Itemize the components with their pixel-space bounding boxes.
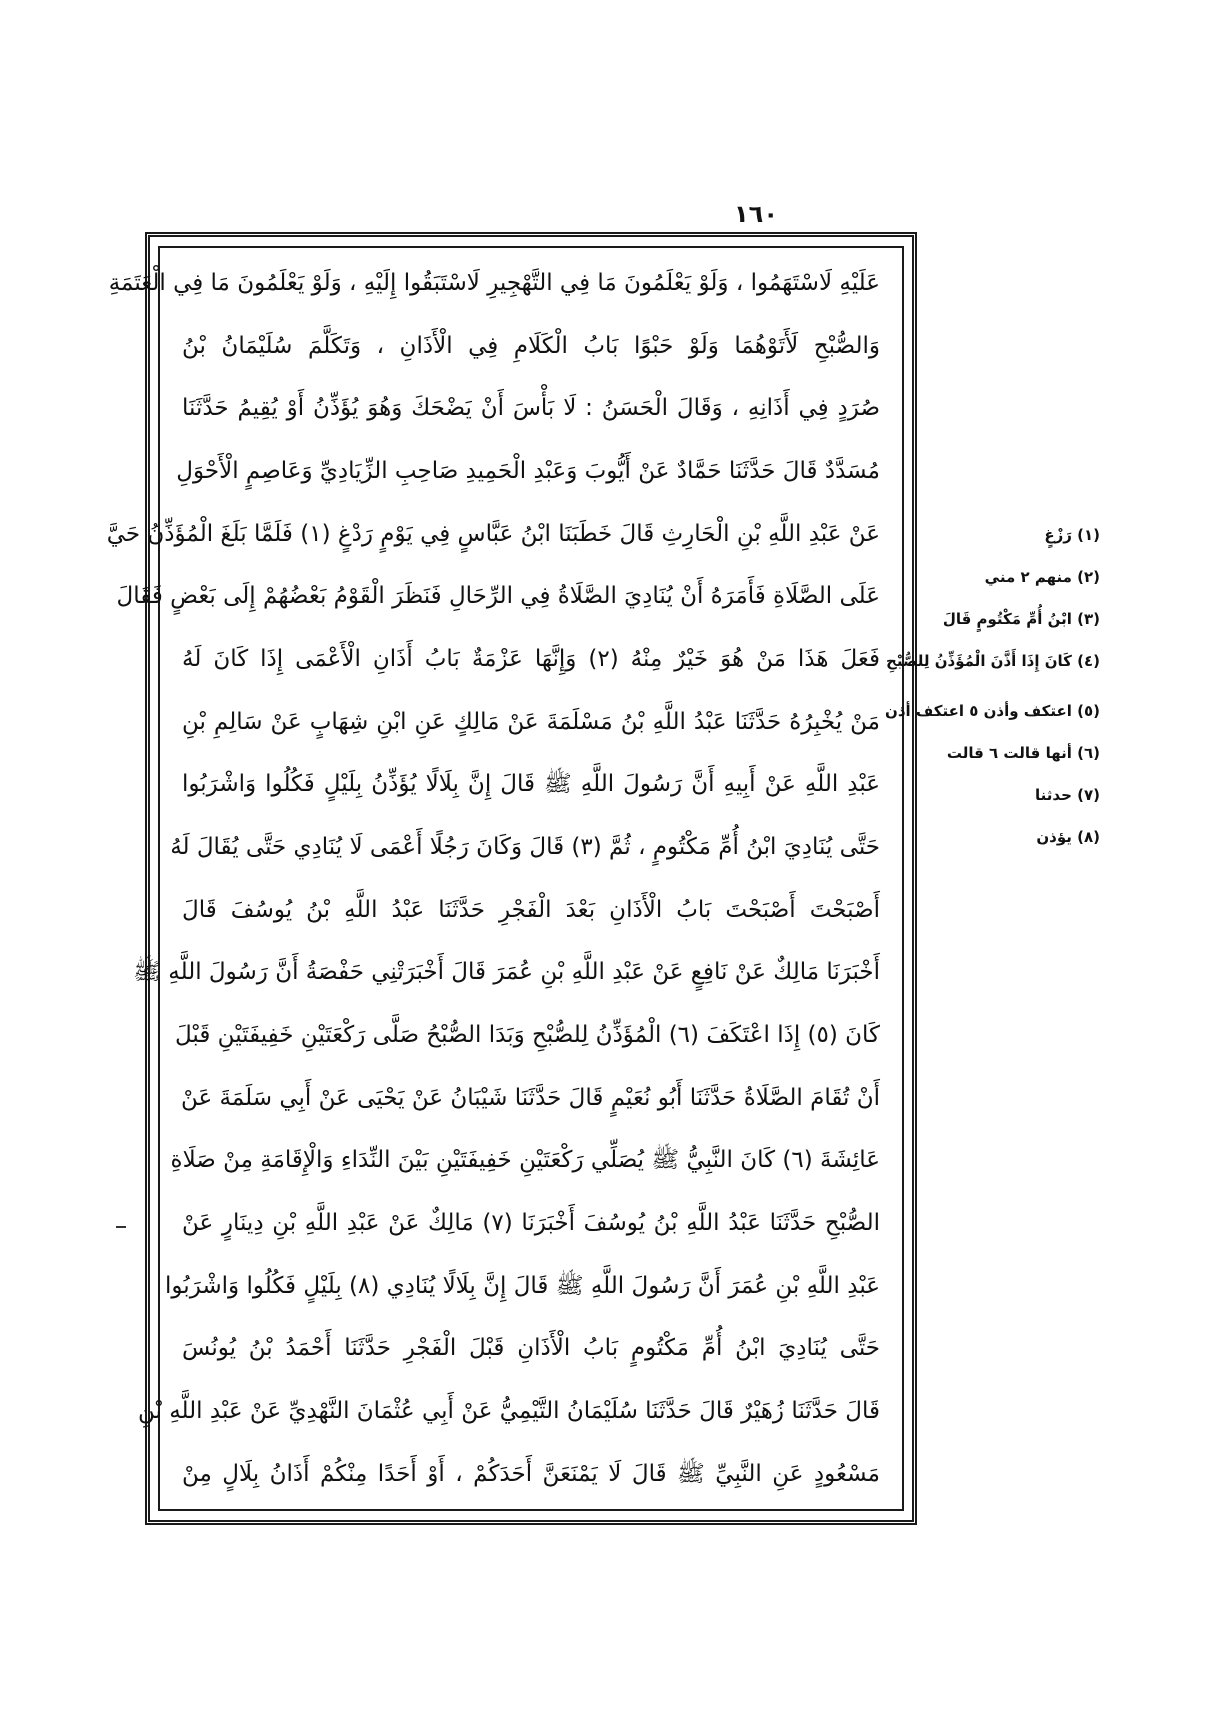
- text-line: حَتَّى يُنَادِيَ ابْنُ أُمِّ مَكْتُومٍ ، ثُمَّ (٣) قَالَ وَكَانَ رَجُلًا أَعْمَى لَا يُنَادِي حَتَّى يُقَالَ لَهُ: [170, 834, 880, 861]
- text-line: الصُّبْحِ حَدَّثَنَا عَبْدُ اللَّهِ بْنُ يُوسُفَ أَخْبَرَنَا (٧) مَالِكٌ عَنْ عَبْدِ اللَّهِ بْنِ دِينَارٍ عَنْ: [182, 1210, 880, 1237]
- footnote-2: (٢) منهم ٢ مني: [984, 568, 1100, 586]
- text-line: أَصْبَحْتَ أَصْبَحْتَ بَابُ الْأَذَانِ بَعْدَ الْفَجْرِ حَدَّثَنَا عَبْدُ اللَّهِ بْنُ يُوسُفَ قَالَ: [182, 896, 880, 923]
- text-line: أَخْبَرَنَا مَالِكٌ عَنْ نَافِعٍ عَنْ عَبْدِ اللَّهِ بْنِ عُمَرَ قَالَ أَخْبَرَتْنِي حَفْصَةُ أَنَّ رَسُولَ اللَّهِ ﷺ: [133, 959, 880, 986]
- text-line: حَتَّى يُنَادِيَ ابْنُ أُمِّ مَكْتُومٍ بَابُ الْأَذَانِ قَبْلَ الْفَجْرِ حَدَّثَنَا أَحْمَدُ بْنُ يُونُسَ: [182, 1335, 880, 1362]
- text-line: عَبْدِ اللَّهِ عَنْ أَبِيهِ أَنَّ رَسُولَ اللَّهِ ﷺ قَالَ إِنَّ بِلَالًا يُؤَذِّنُ بِلَيْلٍ فَكُلُوا وَاشْرَبُوا: [182, 771, 880, 798]
- text-line: عَنْ عَبْدِ اللَّهِ بْنِ الْحَارِثِ قَالَ خَطَبَنَا ابْنُ عَبَّاسٍ فِي يَوْمٍ رَدْغٍ (١) فَلَمَّا بَلَغَ الْمُؤَذِّنُ حَيَّ: [106, 520, 880, 547]
- footnote-7: (٧) حدثنا: [1035, 786, 1100, 804]
- main-text-body: [106, 254, 881, 1503]
- footnote-8: (٨) يؤذن: [1036, 828, 1100, 846]
- text-line: وَالصُّبْحِ لَأَتَوْهُمَا وَلَوْ حَبْوًا بَابُ الْكَلَامِ فِي الْأَذَانِ ، وَتَكَلَّمَ سُلَيْمَانُ بْنُ: [182, 332, 880, 359]
- footnote-3: (٣) ابْنُ أُمِّ مَكْتُومٍ قَالَ: [942, 610, 1100, 628]
- text-line: عَائِشَةَ (٦) كَانَ النَّبِيُّ ﷺ يُصَلِّي رَكْعَتَيْنِ خَفِيفَتَيْنِ بَيْنَ النِّدَاءِ وَالْإِقَامَةِ مِنْ صَلَاةِ: [170, 1147, 880, 1174]
- text-line: عَلَى الصَّلَاةِ فَأَمَرَهُ أَنْ يُنَادِيَ الصَّلَاةُ فِي الرِّحَالِ فَنَظَرَ الْقَوْمُ بَعْضُهُمْ إِلَى بَعْضٍ فَقَالَ: [116, 583, 880, 610]
- text-line: عَلَيْهِ لَاسْتَهَمُوا ، وَلَوْ يَعْلَمُونَ مَا فِي التَّهْجِيرِ لَاسْتَبَقُوا إِلَيْهِ ، وَلَوْ يَعْلَمُونَ مَا فِي الْعَتَمَةِ: [108, 270, 880, 296]
- text-line: مُسَدَّدٌ قَالَ حَدَّثَنَا حَمَّادٌ عَنْ أَيُّوبَ وَعَبْدِ الْحَمِيدِ صَاحِبِ الزِّيَادِيِّ وَعَاصِمٍ الْأَحْوَلِ: [176, 458, 880, 485]
- text-line: أَنْ تُقَامَ الصَّلَاةُ حَدَّثَنَا أَبُو نُعَيْمٍ قَالَ حَدَّثَنَا شَيْبَانُ عَنْ يَحْيَى عَنْ أَبِي سَلَمَةَ عَنْ: [180, 1084, 880, 1111]
- text-line: مَسْعُودٍ عَنِ النَّبِيِّ ﷺ قَالَ لَا يَمْنَعَنَّ أَحَدَكُمْ ، أَوْ أَحَدًا مِنْكُمْ أَذَانُ بِلَالٍ مِنْ: [182, 1460, 880, 1487]
- text-line: قَالَ حَدَّثَنَا زُهَيْرٌ قَالَ حَدَّثَنَا سُلَيْمَانُ التَّيْمِيُّ عَنْ أَبِي عُثْمَانَ النَّهْدِيِّ عَنْ عَبْدِ اللَّهِ بْنِ: [138, 1398, 880, 1425]
- text-line: كَانَ (٥) إِذَا اعْتَكَفَ (٦) الْمُؤَذِّنُ لِلصُّبْحِ وَبَدَا الصُّبْحُ صَلَّى رَكْعَتَيْنِ خَفِيفَتَيْنِ قَبْلَ: [175, 1022, 880, 1049]
- footnote-4: (٤) كَانَ إِذَا أَذَّنَ الْمُؤَذِّنُ لِلصُّبْحِ: [886, 652, 1100, 670]
- margin-footnotes: [885, 525, 1100, 869]
- text-line: صُرَدٍ فِي أَذَانِهِ ، وَقَالَ الْحَسَنُ : لَا بَأْسَ أَنْ يَضْحَكَ وَهُوَ يُؤَذِّنُ أَوْ يُقِيمُ حَدَّثَنَا: [182, 395, 880, 422]
- text-line: عَبْدِ اللَّهِ بْنِ عُمَرَ أَنَّ رَسُولَ اللَّهِ ﷺ قَالَ إِنَّ بِلَالًا يُنَادِي (٨) بِلَيْلٍ فَكُلُوا وَاشْرَبُوا: [165, 1272, 880, 1299]
- text-line: فَعَلَ هَذَا مَنْ هُوَ خَيْرٌ مِنْهُ (٢) وَإِنَّهَا عَزْمَةٌ بَابُ أَذَانِ الْأَعْمَى إِذَا كَانَ لَهُ: [182, 646, 881, 673]
- margin-mark: [116, 1226, 126, 1228]
- page-number: ١٦٠: [734, 200, 778, 228]
- footnote-6: (٦) أنها قالت ٦ قالت: [946, 744, 1100, 762]
- text-line: مَنْ يُخْبِرُهُ حَدَّثَنَا عَبْدُ اللَّهِ بْنُ مَسْلَمَةَ عَنْ مَالِكٍ عَنِ ابْنِ شِهَابٍ عَنْ سَالِمِ بْنِ: [182, 708, 880, 735]
- footnote-5: (٥) اعتكف وأذن ٥ اعتكف أذن: [885, 702, 1100, 720]
- main-text-frame: [106, 246, 904, 1511]
- footnote-1: (١) رَزْغٍ: [1044, 526, 1100, 544]
